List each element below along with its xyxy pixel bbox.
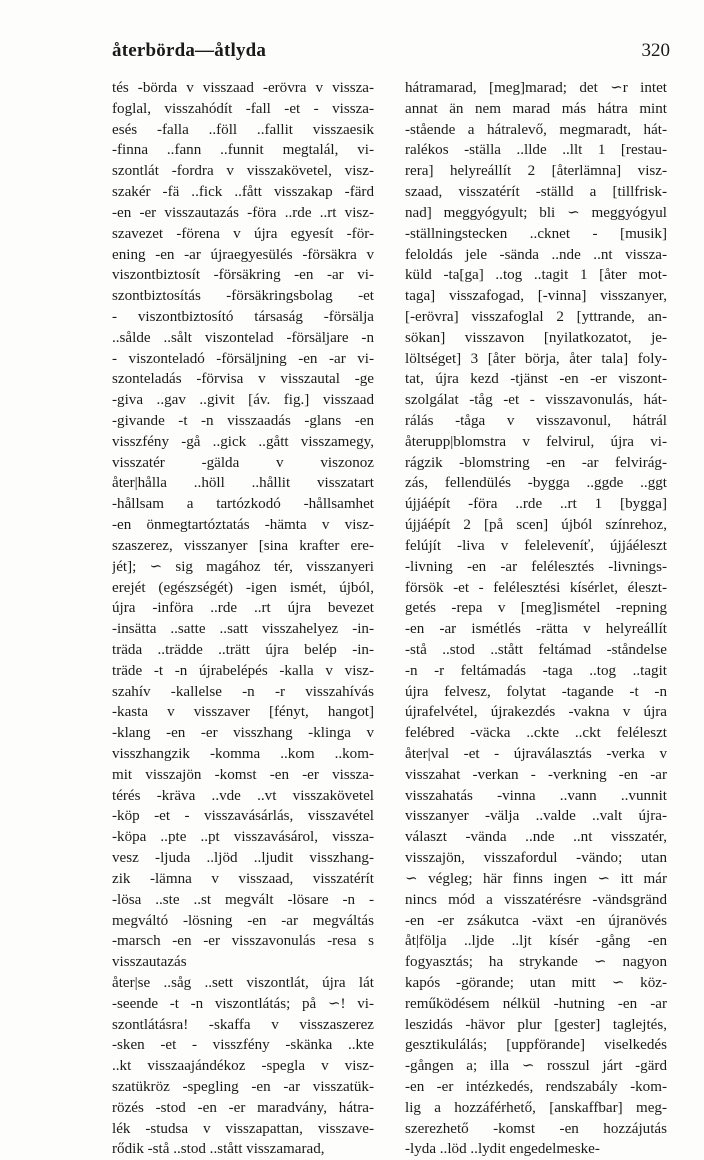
left-column-line: szontlátásra! -skaffa v visszaszerez (112, 1016, 374, 1033)
left-column-line: szaszerez, visszanyer [sina krafter ere- (112, 537, 374, 554)
left-column-line: -lösa ..ste ..st megvált -lösare -n - (112, 891, 374, 908)
left-column-line: visszfény -gå ..gick ..gått visszamegy, (112, 433, 374, 450)
right-column-line: zás, fellendülés -bygga ..ggde ..ggt (405, 475, 667, 492)
left-column-line: -en önmegtartóztatás -hämta v visz- (112, 517, 374, 534)
right-column-line: sökan] visszavon [nyilatkozatot, je- (405, 329, 667, 346)
left-column-line: -finna ..fann ..funnit megtalál, vi- (112, 142, 374, 159)
right-column-line: újjáépít -föra ..rde ..rt 1 [bygga] (405, 496, 667, 513)
right-column-line: választ -vända ..nde ..nt visszatér, (405, 829, 667, 846)
right-column-line: åter|val -et - újraválasztás -verka v (405, 746, 667, 762)
left-column-line: -klang -en -er visszhang -klinga v (112, 725, 374, 742)
right-column-line: rágzik -blomstring -en -ar felvirág- (405, 454, 667, 471)
right-column-line: -stående a hátralevő, megmaradt, hát- (405, 121, 667, 138)
page-number: 320 (641, 40, 670, 61)
right-column-line: kapós -görande; utan mitt ∽ köz- (405, 974, 667, 991)
right-column-line: -n -r feltámadás -taga ..tog ..tagit (405, 662, 667, 679)
left-column-line: vesz -ljuda ..ljöd ..ljudit visszhang- (112, 850, 374, 867)
left-column-line: szavezet -förena v újra egyesít -för- (112, 225, 374, 242)
right-column-line: hátramarad, [meg]marad; det ∽r intet (405, 80, 667, 96)
left-column-line: -kasta v visszaver [fényt, hangot] (112, 704, 374, 721)
left-column-line: szonteladás -förvisa v visszautal -ge (112, 371, 374, 388)
right-column-line: rera] helyreállít 2 [återlämna] visz- (405, 163, 667, 180)
left-column-line: -givande -t -n visszaadás -glans -en (112, 413, 374, 429)
left-column-line: visszatér -gälda v viszonoz (112, 454, 374, 471)
left-column-line: visszautazás (112, 954, 187, 971)
left-column-line: ..sålde ..sålt viszontelad -försäljare -n (112, 329, 374, 346)
right-column-line: visszahatás -vinna ..vann ..vunnit (405, 787, 667, 804)
right-column-line: újjáépít 2 [på scen] újból színrehoz, (405, 517, 667, 534)
left-column-line: - viszonteladó -försäljning -en -ar vi- (112, 350, 374, 367)
left-column-line: -köp -et - visszavásárlás, visszavétel (112, 808, 374, 825)
left-column-line: -insätta ..satte ..satt visszahelyez -in- (112, 621, 374, 638)
left-column-line: lék -studsa v visszapattan, visszave- (112, 1120, 374, 1137)
left-column-line: ..kt visszaajándékoz -spegla v visz- (112, 1058, 374, 1075)
left-column-line: -giva ..gav ..givit [áv. fig.] visszaad (112, 392, 374, 409)
left-column-line: träde -t -n újrabelépés -kalla v visz- (112, 662, 374, 679)
right-column-line: újra felvesz, folytat -tagande -t -n (405, 683, 667, 700)
right-column-line: -ställningstecken ..cknet - [musik] (405, 225, 667, 242)
right-column-line: lig a hozzáférhető, [anskaffbar] meg- (405, 1099, 667, 1116)
left-column (112, 78, 374, 1160)
right-column-line: visszahat -verkan - -verkning -en -ar (405, 766, 667, 783)
right-column (405, 78, 667, 1160)
right-column-line: szerezhető -komst -en hozzájutás (405, 1120, 667, 1137)
right-column-line: ralékos -ställa ..llde ..llt 1 [restau- (405, 142, 667, 159)
left-column-line: åter|hålla ..höll ..hållit visszatart (112, 475, 374, 492)
left-column-line: -seende -t -n viszontlátás; på ∽! vi- (112, 995, 374, 1012)
right-column-line: fogyasztás; ha strykande ∽ nagyon (405, 954, 667, 971)
left-column-line: rözés -stod -en -er maradvány, hátra- (112, 1099, 374, 1116)
right-column-line: újrafelvétel, újrakezdés -vakna v újra (405, 704, 667, 721)
right-column-line: [-erövra] visszafoglal 2 [yttrande, an- (405, 308, 667, 325)
right-column-line: -en -ar ismétlés -rätta v helyreállít (405, 621, 667, 638)
right-column-line: -en -er zsákutca -växt -en újranövés (405, 912, 667, 929)
right-column-line: försök -et - felélesztési kísérlet, éleszt- (405, 579, 667, 596)
left-column-line: -marsch -en -er visszavonulás -resa s (112, 933, 374, 950)
right-column-line: -en -er intézkedés, rendszabály -kom- (405, 1079, 667, 1095)
right-column-line: löltséget] 3 [åter börja, åter tala] foly- (405, 350, 667, 367)
left-column-line: szontlát -fordra v visszakövetel, visz- (112, 163, 374, 180)
right-column-line: taga] visszafogad, [-vinna] visszanyer, (405, 288, 667, 305)
right-column-line: återupp|blomstra v felvirul, újra vi- (405, 433, 667, 450)
left-column-line: träda ..trädde ..trätt újra belép -in- (112, 641, 374, 658)
left-column-line: -köpa ..pte ..pt visszavásárol, vissza- (112, 829, 374, 846)
right-column-line: visszanyer -välja ..valde ..valt újra- (405, 808, 667, 825)
left-column-line: szontbiztosítás -försäkringsbolag -et (112, 288, 374, 305)
left-column-line: szatükröz -spegling -en -ar visszatük- (112, 1079, 374, 1095)
right-column-line: gesztikulálás; [uppförande] viselkedés (405, 1037, 667, 1054)
right-column-line: felébred -väcka ..ckte ..ckt feléleszt (405, 725, 667, 742)
left-column-line: åter|se ..såg ..sett viszontlát, újra lát (112, 974, 374, 991)
left-column-line: - viszontbiztosító társaság -försälja (112, 308, 374, 325)
running-head-title: återbörda—åtlyda (112, 40, 267, 61)
right-column-line: rálás -tåga v visszavonul, hátrál (405, 413, 667, 429)
right-column-line: feloldás jele -sända ..nde ..nt vissza- (405, 246, 667, 263)
left-column-line: rődik -stå ..stod ..stått visszamarad, (112, 1141, 325, 1158)
right-column-line: annat än nem marad más hátra mint (405, 100, 667, 117)
left-column-line: esés -falla ..föll ..fallit visszaesik (112, 121, 374, 138)
left-column-line: zik -lämna v visszaad, visszatérít (112, 870, 374, 887)
right-column-line: nad] meggyógyult; bli ∽ meggyógyul (405, 204, 667, 221)
left-column-line: jét]; ∽ sig magához tér, visszanyeri (112, 558, 374, 575)
left-column-line: visszhangzik -komma ..kom ..kom- (112, 746, 374, 762)
right-column-line: getés -repa v [meg]ismétel -repning (405, 600, 667, 617)
right-column-line: szolgálat -tåg -et - visszavonulás, hát- (405, 392, 667, 409)
page-header (112, 40, 674, 68)
left-column-line: térés -kräva ..vde ..vt visszakövetel (112, 787, 374, 804)
left-column-line: -hållsam a tartózkodó -hållsamhet (112, 496, 374, 513)
left-column-line: újra -införa ..rde ..rt újra bevezet (112, 600, 374, 617)
right-column-line: åt|följa ..ljde ..ljt kísér -gång -en (405, 933, 667, 950)
left-column-line: erejét (egészségét) -igen ismét, újból, (112, 579, 374, 596)
left-column-line: szakér -fä ..fick ..fått visszakap -färd (112, 184, 374, 201)
left-column-line: ening -en -ar újraegyesülés -försäkra v (112, 246, 374, 263)
left-column-line: -en -er visszautazás -föra ..rde ..rt visz- (112, 204, 374, 221)
right-column-line: visszajön, visszafordul -vändo; utan (405, 850, 667, 867)
left-column-line: foglal, visszahódít -fall -et - vissza- (112, 100, 374, 117)
right-column-line: -gången a; illa ∽ rosszul járt -gärd (405, 1058, 667, 1075)
right-column-line: szaad, visszatérít -ställd a [tillfrisk- (405, 184, 667, 201)
right-column-line: -stå ..stod ..stått feltámad -ståndelse (405, 641, 667, 658)
right-column-line: felújít -liva v feleleveníť, újjáéleszt (405, 537, 667, 554)
right-column-line: reműködésem nélkül -hutning -en -ar (405, 995, 667, 1012)
right-column-line: leszidás -hävor plur [gester] taglejtés, (405, 1016, 667, 1033)
left-column-line: mit visszajön -komst -en -er vissza- (112, 766, 374, 783)
right-column-line: nincs mód a visszatérésre -vändsgränd (405, 891, 667, 908)
right-column-line: ∽ végleg; här finns ingen ∽ itt már (405, 870, 667, 887)
right-column-line: küld -ta[ga] ..tog ..tagit 1 [åter mot- (405, 267, 667, 284)
right-column-line: -livning -en -ar felélesztés -livnings- (405, 558, 667, 575)
left-column-line: szahív -kallelse -n -r visszahívás (112, 683, 374, 700)
left-column-line: -sken -et - visszfény -skänka ..kte (112, 1037, 374, 1054)
left-column-line: megváltó -lösning -en -ar megváltás (112, 912, 374, 929)
left-column-line: tés -börda v visszaad -erövra v vissza- (112, 80, 374, 96)
right-column-line: tat, újra kezd -tjänst -en -er viszont- (405, 371, 667, 388)
left-column-line: viszontbiztosít -försäkring -en -ar vi- (112, 267, 374, 284)
right-column-line: -lyda ..löd ..lydit engedelmeske- (405, 1141, 600, 1158)
